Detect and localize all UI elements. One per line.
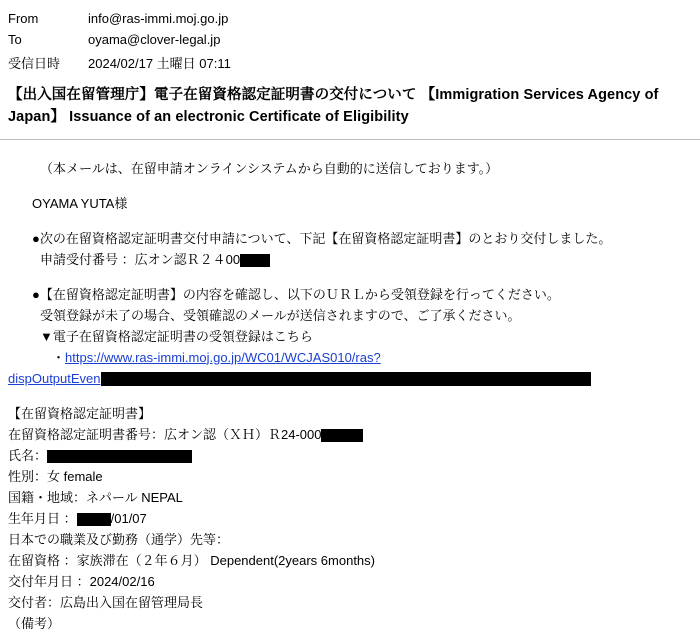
header-row-received — [0, 50, 700, 75]
name-label: 氏名： — [8, 448, 48, 464]
from-label: From — [8, 11, 39, 26]
header-row-to — [0, 29, 700, 50]
header-row-from — [0, 8, 700, 29]
issuer-line: 交付者：広島出入国在留管理局長 — [8, 595, 204, 611]
residence-status-line: 在留資格 ：家族滞在（２年６月） Dependent(2years 6months) — [8, 553, 375, 569]
occupation-line: 日本での職業及び勤務（通学）先等： — [8, 532, 230, 548]
nationality-line: 国籍・地域：ネパール NEPAL — [8, 490, 183, 506]
registration-url-continuation — [8, 368, 692, 389]
certificate-number-text: 在留資格認定証明書番号：広オン認（ＸＨ）Ｒ24-000 — [8, 426, 322, 442]
registration-url-link-tail[interactable]: dispOutputEven — [8, 370, 101, 386]
received-value: 2024/02/17 土曜日 07:11 — [88, 56, 231, 71]
birthdate-tail: /01/07 — [110, 511, 147, 527]
redaction-url — [101, 372, 591, 386]
from-value: info@ras-immi.moj.go.jp — [88, 11, 229, 26]
application-number-text: 申請受付番号 ：広オン認Ｒ２４00 — [40, 251, 241, 267]
issue-date-line: 交付年月日 ：2024/02/16 — [8, 574, 155, 590]
registration-url-line — [8, 347, 692, 368]
redaction-application-number — [240, 254, 270, 267]
email-subject: 【出入国在留管理庁】電子在留資格認定証明書の交付について 【Immigration Services Agency of Japan】 Issuance of an electronic Certificate of Eligibility — [8, 87, 659, 125]
email-header — [0, 0, 700, 77]
gender-line: 性別：女 female — [8, 469, 103, 485]
redaction-certificate-number — [321, 429, 363, 442]
issuance-notice-line: ●次の在留資格認定証明書交付申請について、下記【在留資格認定証明書】のとおり交付しました。 — [32, 230, 612, 246]
redaction-name — [47, 450, 192, 463]
registration-note-line: 受領登録が未了の場合、受領確認のメールが送信されますので、ご了承ください。 — [40, 307, 521, 323]
to-value: oyama@clover-legal.jp — [88, 32, 221, 47]
application-number-line — [8, 249, 692, 270]
auto-send-notice: （本メールは、在留申請オンラインシステムから自動的に送信しております。） — [40, 160, 499, 176]
remarks-line: （備考） — [8, 616, 61, 632]
registration-instruction-line: ●【在留資格認定証明書】の内容を確認し、以下のＵＲＬから受領登録を行ってください。 — [32, 286, 560, 302]
certificate-title: 【在留資格認定証明書】 — [8, 405, 152, 421]
addressee-line: OYAMA YUTA様 — [32, 195, 128, 211]
birthdate-line — [8, 508, 692, 529]
redaction-birthdate — [77, 513, 111, 526]
registration-link-heading: ▼電子在留資格認定証明書の受領登録はこちら — [40, 328, 313, 344]
registration-url-link[interactable]: https://www.ras-immi.moj.go.jp/WC01/WCJAS010/ras? — [65, 349, 381, 365]
email-body — [0, 140, 700, 641]
url-bullet: ・ — [52, 349, 66, 365]
name-line — [8, 445, 692, 466]
birthdate-label: 生年月日 ： — [8, 511, 77, 527]
certificate-number-line — [8, 424, 692, 445]
to-label: To — [8, 32, 22, 47]
received-label: 受信日時 — [8, 56, 61, 71]
